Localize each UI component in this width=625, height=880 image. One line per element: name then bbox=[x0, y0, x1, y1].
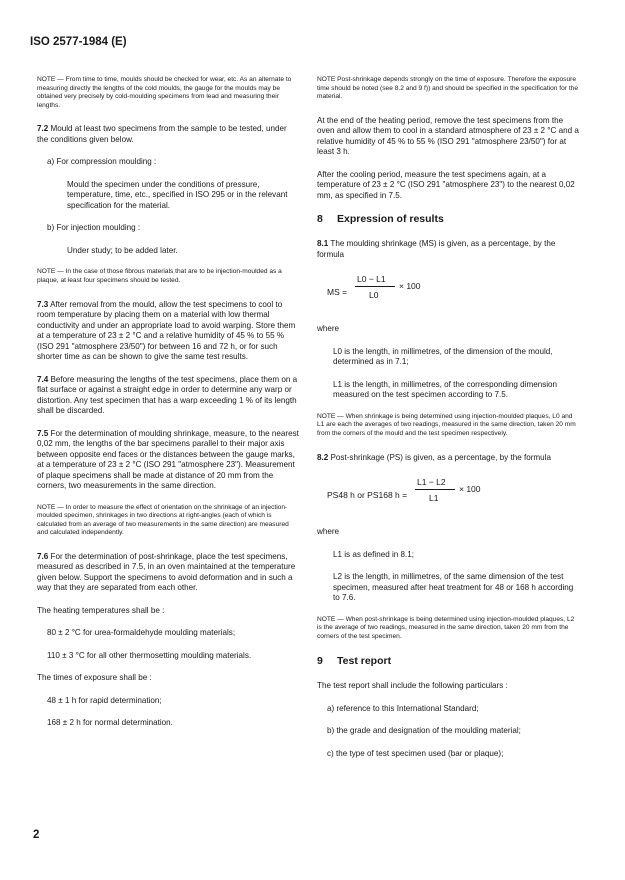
formula-multiplier: × 100 bbox=[399, 281, 421, 292]
clause-7-2 bbox=[37, 124, 299, 145]
section-title: Expression of results bbox=[337, 213, 444, 226]
formula-moulding-shrinkage bbox=[317, 272, 579, 312]
clause-number: 8.2 bbox=[317, 452, 329, 462]
note-post-shrinkage-plaques: NOTE — When post-shrinkage is being determined using injection-moulded plaques, L2 is the average of two readings, measured in the same direction, taken 20 mm from the corners of the test specimen. bbox=[317, 615, 575, 640]
heating-intro: The heating temperatures shall be : bbox=[37, 605, 165, 615]
clause-number: 7.3 bbox=[37, 299, 49, 309]
definition-l1: L1 is the length, in millimetres, of the corresponding dimension measured on the test specimen according to 7.5. bbox=[333, 379, 558, 400]
clause-7-5 bbox=[37, 429, 299, 492]
report-item-c: c) the type of test specimen used (bar or plaque); bbox=[327, 748, 504, 758]
formula-multiplier: × 100 bbox=[459, 484, 481, 495]
fraction-bar bbox=[415, 489, 455, 490]
formula-post-shrinkage bbox=[317, 475, 579, 515]
item-b-label: b) For injection moulding : bbox=[47, 223, 141, 233]
clause-text: Post-shrinkage (PS) is given, as a percentage, by the formula bbox=[330, 452, 551, 462]
clause-number: 7.6 bbox=[37, 551, 49, 561]
clause-text: For the determination of post-shrinkage, place the test specimens, measured as described in 7.5, in an oven maintained at the temperature given below. Support the specimens to avoid deformation and in such a way that they are separated from each other. bbox=[37, 551, 296, 593]
formula-denominator: L1 bbox=[429, 493, 439, 504]
formula-denominator: L0 bbox=[369, 290, 379, 301]
formula-lhs: PS48 h or PS168 h = bbox=[327, 490, 408, 501]
clause-text: Mould at least two specimens from the sample to be tested, under the conditions given below. bbox=[37, 124, 287, 144]
formula-numerator: L0 − L1 bbox=[357, 274, 386, 285]
section-8-heading bbox=[317, 213, 579, 225]
item-b-text: Under study; to be added later. bbox=[67, 245, 178, 255]
clause-number: 7.4 bbox=[37, 374, 49, 384]
clause-text: For the determination of moulding shrinkage, measure, to the nearest 0,02 mm, the lengths of the bar specimens parallel to their major axis between opposite end faces or the distances between the gauge marks, at a temperature of 23 ± 2 °C (ISO 291 "atmosphere 23"). Measurement of plaque specimens shall be made at distance of 20 mm from the corners, two measurements in the same direction. bbox=[37, 428, 299, 491]
note-injection-plaques: NOTE — When shrinkage is being determined using injection-moulded plaques, L0 and L1 are each the averages of two readings, measured in the same direction, taken 20 mm from the corners of the mould and the test specimen respectively. bbox=[317, 412, 576, 437]
section-number: 8 bbox=[317, 213, 323, 226]
clause-number: 7.5 bbox=[37, 428, 49, 438]
where-label: where bbox=[317, 527, 340, 537]
exposure-intro: The times of exposure shall be : bbox=[37, 673, 152, 683]
left-column bbox=[37, 76, 299, 741]
section-number: 9 bbox=[317, 655, 323, 668]
para-cooling: At the end of the heating period, remove the test specimens from the oven and allow them to cool in a standard atmosphere of 23 ± 2 °C and a relative humidity of 45 % to 55 % (ISO 291 "atmosphere 23/50") for at least 3 h. bbox=[317, 115, 579, 157]
formula-numerator: L1 − L2 bbox=[417, 477, 446, 488]
section-title: Test report bbox=[337, 655, 392, 668]
para-remeasure: After the cooling period, measure the test specimens again, at a temperature of 23 ± 2 °C (ISO 291 "atmosphere 23") to the nearest 0,02 mm, as specified in 7.5. bbox=[317, 169, 575, 200]
clause-text: The moulding shrinkage (MS) is given, as a percentage, by the formula bbox=[317, 239, 556, 259]
definition-l1-ref: L1 is as defined in 8.1; bbox=[333, 549, 414, 559]
report-intro: The test report shall include the following particulars : bbox=[317, 681, 508, 691]
note-fibrous: NOTE — In the case of those fibrous materials that are to be injection-moulded as a plaque, at least four specimens should be tested. bbox=[37, 268, 282, 284]
clause-7-4 bbox=[37, 375, 299, 417]
clause-number: 8.1 bbox=[317, 239, 329, 249]
clause-8-2 bbox=[317, 453, 579, 464]
report-item-b: b) the grade and designation of the moulding material; bbox=[327, 726, 521, 736]
section-9-heading bbox=[317, 655, 579, 667]
note-orientation: NOTE — In order to measure the effect of orientation on the shrinkage of an injection-moulded specimen, shrinkages in two directions at right-angles (each of which is calculated from an average of two measurements in the same direction) are measured and calculated independently. bbox=[37, 503, 289, 537]
note-post-shrinkage: NOTE Post-shrinkage depends strongly on the time of exposure. Therefore the exposure time should be noted (see 8.2 and 9 f)) and should be specified in the specification for the material. bbox=[317, 76, 578, 101]
right-column bbox=[317, 76, 579, 771]
report-item-a: a) reference to this International Standard; bbox=[327, 703, 479, 713]
clause-8-1 bbox=[317, 239, 579, 260]
exposure-item-2: 168 ± 2 h for normal determination. bbox=[47, 718, 173, 728]
definition-l2: L2 is the length, in millimetres, of the same dimension of the test specimen, measured after heat treatment for 48 or 168 h according to 7.6. bbox=[333, 572, 574, 603]
clause-text: Before measuring the lengths of the test specimens, place them on a flat surface or against a straight edge in order to determine any warp or distortion. Any test specimen that has a warp exceeding 1 % of its length shall be discarded. bbox=[37, 374, 298, 416]
document-header: ISO 2577-1984 (E) bbox=[30, 36, 127, 48]
definition-l0: L0 is the length, in millimetres, of the dimension of the mould, determined as in 7.1; bbox=[333, 346, 553, 367]
item-a-label: a) For compression moulding : bbox=[47, 157, 157, 167]
heating-item-2: 110 ± 3 °C for all other thermosetting moulding materials. bbox=[47, 650, 252, 660]
clause-7-3 bbox=[37, 300, 299, 363]
fraction-bar bbox=[355, 286, 395, 287]
clause-7-6 bbox=[37, 552, 299, 594]
clause-text: After removal from the mould, allow the test specimens to cool to room temperature by placing them on a material with low thermal conductivity and under an appropriate load to avoid warping. Store them at a temperature of 23 ± 2 °C and a relative humidity of 45 % to 55 % (ISO 291 "atmosphere 23/50") for between 16 and 72 h, or for such shorter time as can be shown to give the same test results. bbox=[37, 299, 296, 362]
formula-lhs: MS = bbox=[327, 287, 348, 298]
page-number: 2 bbox=[33, 829, 40, 841]
item-a-text: Mould the specimen under the conditions of pressure, temperature, time, etc., specified in ISO 295 or in the relevant specification for the material. bbox=[67, 179, 288, 210]
clause-number: 7.2 bbox=[37, 124, 49, 134]
exposure-item-1: 48 ± 1 h for rapid determination; bbox=[47, 695, 162, 705]
heating-item-1: 80 ± 2 °C for urea-formaldehyde moulding materials; bbox=[47, 628, 236, 638]
note-mould-wear: NOTE — From time to time, moulds should be checked for wear, etc. As an alternate to measuring directly the lengths of the cold moulds, the gauge for the moulds may be obtained very precisely by cold-moulding specimens from lead and measuring their lengths. bbox=[37, 76, 292, 109]
where-label: where bbox=[317, 324, 340, 334]
